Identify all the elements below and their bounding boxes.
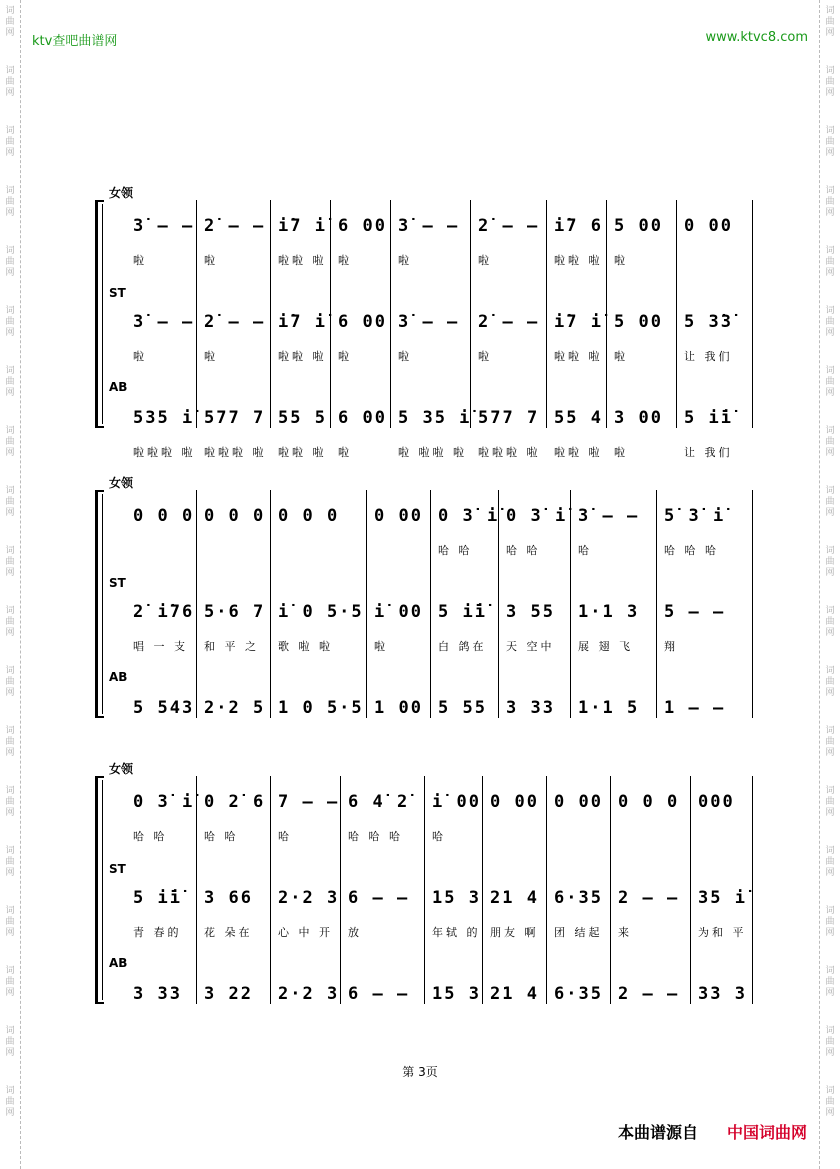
measure-notes: 1 — — — [664, 698, 726, 718]
barline — [366, 490, 367, 718]
watermark-mark: 词 曲 网 — [825, 1086, 835, 1118]
lyric-text: 哈 哈 — [133, 830, 168, 843]
watermark-mark: 词 曲 网 — [5, 666, 15, 698]
lyric-text: 团 结起 — [554, 926, 603, 939]
measure-notes: 3̇ — — — [398, 216, 460, 236]
measure-notes: 2̇ — — — [478, 216, 540, 236]
barline — [690, 776, 691, 1004]
measure-notes: 2·2 3 — [278, 888, 340, 908]
lyric-text: 啦 — [204, 254, 218, 267]
measure-notes: i̇7 i̇ — [278, 216, 327, 236]
watermark-mark: 词 曲 网 — [825, 1026, 835, 1058]
barline — [546, 776, 547, 1004]
barline — [752, 490, 753, 718]
watermark-mark: 词 曲 网 — [5, 426, 15, 458]
measure-notes: 3 33 — [506, 698, 555, 718]
watermark-mark: 词 曲 网 — [825, 906, 835, 938]
measure-notes: 0 00 — [554, 792, 603, 812]
lyric-text: 让 我们 — [684, 350, 733, 363]
page-number: 第 3页 — [402, 1065, 438, 1079]
measure-notes: 3̇ — — — [398, 312, 460, 332]
lyric-text: 心 中 开 — [278, 926, 333, 939]
lyric-text: 啦啦 啦 — [554, 350, 603, 363]
voice-label: 女领 — [109, 186, 134, 200]
watermark-mark: 词 曲 网 — [5, 246, 15, 278]
lyric-text: 啦 — [338, 254, 352, 267]
lyric-text: 啦 — [133, 350, 147, 363]
measure-notes: 21 4 — [490, 888, 539, 908]
watermark-mark: 词 曲 网 — [825, 726, 835, 758]
lyric-text: 啦 — [478, 350, 492, 363]
lyric-text: 年轼 的 — [432, 926, 481, 939]
lyric-text: 啦 — [204, 350, 218, 363]
lyric-text: 朋友 啊 — [490, 926, 539, 939]
lyric-text: 啦 — [338, 350, 352, 363]
measure-notes: 6 4̇ 2̇ — [348, 792, 410, 812]
lyric-text: 翔 — [664, 640, 678, 653]
watermark-mark: 词 曲 网 — [5, 306, 15, 338]
watermark-mark: 词 曲 网 — [825, 966, 835, 998]
lyric-text: 唱 一 支 — [133, 640, 188, 653]
barline — [196, 490, 197, 718]
measure-notes: i̇ 00 — [374, 602, 423, 622]
lyric-text: 啦 — [478, 254, 492, 267]
lyric-text: 放 — [348, 926, 362, 939]
measure-notes: 5̇ 3̇ i̇ — [664, 506, 726, 526]
barline — [270, 490, 271, 718]
measure-notes: 1·1 5 — [578, 698, 640, 718]
voice-label: AB — [109, 380, 128, 394]
watermark-mark: 词 曲 网 — [5, 606, 15, 638]
measure-notes: i̇7 6 — [554, 216, 603, 236]
lyric-text: 白 鸽在 — [438, 640, 487, 653]
watermark-mark: 词 曲 网 — [5, 546, 15, 578]
voice-label: AB — [109, 956, 128, 970]
system-bracket-inner — [102, 204, 103, 424]
watermark-mark: 词 曲 网 — [5, 966, 15, 998]
watermark-mark: 词 曲 网 — [825, 486, 835, 518]
lyric-text: 歌 啦 啦 — [278, 640, 333, 653]
lyric-text: 来 — [618, 926, 632, 939]
measure-notes: 15 3 — [432, 984, 481, 1004]
lyric-text: 啦 — [374, 640, 388, 653]
lyric-text: 啦啦啦 啦 — [133, 446, 196, 459]
measure-notes: i̇7 i̇ — [278, 312, 327, 332]
measure-notes: 15 3 — [432, 888, 481, 908]
measure-notes: 2̇ — — — [204, 216, 266, 236]
measure-notes: 5 35 i̇ — [398, 408, 472, 428]
header-site-name[interactable]: ktv查吧曲谱网 — [32, 34, 118, 49]
measure-notes: 0 0 0 — [204, 506, 266, 526]
lyric-text: 啦 — [133, 254, 147, 267]
lyric-text: 啦 — [614, 350, 628, 363]
barline — [470, 200, 471, 428]
measure-notes: 1 0 5·5 — [278, 698, 364, 718]
header-site-url[interactable]: www.ktvc8.com — [705, 30, 808, 45]
measure-notes: 2·2 5 — [204, 698, 266, 718]
watermark-mark: 词 曲 网 — [5, 846, 15, 878]
barline — [606, 200, 607, 428]
watermark-mark: 词 曲 网 — [5, 486, 15, 518]
barline — [752, 776, 753, 1004]
measure-notes: 3 66 — [204, 888, 253, 908]
lyric-text: 展 翅 飞 — [578, 640, 633, 653]
voice-label: AB — [109, 670, 128, 684]
measure-notes: i̇7 i̇ — [554, 312, 603, 332]
watermark-mark: 词 曲 网 — [5, 726, 15, 758]
voice-label: 女领 — [109, 762, 134, 776]
watermark-mark: 词 曲 网 — [825, 666, 835, 698]
measure-notes: 5 00 — [614, 216, 663, 236]
lyric-text: 哈 — [432, 830, 446, 843]
measure-notes: 3̇ — — — [133, 312, 195, 332]
watermark-mark: 词 曲 网 — [825, 66, 835, 98]
measure-notes: 0 2̇ 6 — [204, 792, 266, 812]
measure-notes: 2̇ — — — [204, 312, 266, 332]
watermark-mark: 词 曲 网 — [825, 366, 835, 398]
lyric-text: 哈 哈 — [438, 544, 473, 557]
barline — [482, 776, 483, 1004]
watermark-mark: 词 曲 网 — [825, 126, 835, 158]
barline — [424, 776, 425, 1004]
watermark-mark: 词 曲 网 — [825, 6, 835, 38]
measure-notes: 5 i̇i̇ — [133, 888, 182, 908]
lyric-text: 啦 — [398, 254, 412, 267]
measure-notes: 3̇ — — — [133, 216, 195, 236]
measure-notes: 5 3̇3̇ — [684, 312, 733, 332]
lyric-text: 让 我们 — [684, 446, 733, 459]
voice-label: 女领 — [109, 476, 134, 490]
measure-notes: 577 7 — [478, 408, 540, 428]
measure-notes: 6 — — — [348, 984, 410, 1004]
lyric-text: 啦 — [338, 446, 352, 459]
lyric-text: 和 平 之 — [204, 640, 259, 653]
barline — [610, 776, 611, 1004]
measure-notes: 0 0 0 — [618, 792, 680, 812]
score-system — [95, 762, 755, 1004]
lyric-text: 哈 哈 — [506, 544, 541, 557]
lyric-text: 哈 哈 — [204, 830, 239, 843]
lyric-text: 啦啦 啦 — [554, 254, 603, 267]
barline — [270, 200, 271, 428]
barline — [676, 200, 677, 428]
score-system — [95, 476, 755, 718]
measure-notes: 5 i̇i̇ — [438, 602, 487, 622]
measure-notes: 0 3̇ i̇ — [133, 792, 195, 812]
measure-notes: 2̇ — — — [478, 312, 540, 332]
watermark-mark: 词 曲 网 — [825, 606, 835, 638]
lyric-text: 哈 — [578, 544, 592, 557]
lyric-text: 为和 平 — [698, 926, 747, 939]
barline — [656, 490, 657, 718]
barline — [270, 776, 271, 1004]
measure-notes: 6 — — — [348, 888, 410, 908]
barline — [430, 490, 431, 718]
lyric-text: 哈 — [278, 830, 292, 843]
watermark-mark: 词 曲 网 — [825, 306, 835, 338]
measure-notes: 3̇ — — — [578, 506, 640, 526]
barline — [196, 200, 197, 428]
footer-source-label: 本曲谱源自 — [617, 1123, 698, 1142]
measure-notes: 577 7 — [204, 408, 266, 428]
watermark-mark: 词 曲 网 — [5, 6, 15, 38]
measure-notes: 0 0 0 — [133, 506, 195, 526]
lyric-text: 花 朵在 — [204, 926, 253, 939]
measure-notes: 35 i̇ — [698, 888, 747, 908]
measure-notes: 33 3 — [698, 984, 747, 1004]
measure-notes: 0 00 — [490, 792, 539, 812]
measure-notes: 0 00 — [684, 216, 733, 236]
watermark-mark: 词 曲 网 — [5, 126, 15, 158]
measure-notes: 2 — — — [618, 888, 680, 908]
watermark-mark: 词 曲 网 — [5, 66, 15, 98]
lyric-text: 啦 — [614, 254, 628, 267]
measure-notes: 3 22 — [204, 984, 253, 1004]
watermark-mark: 词 曲 网 — [5, 1026, 15, 1058]
measure-notes: 7 — — — [278, 792, 340, 812]
barline — [752, 200, 753, 428]
measure-notes: 0 3̇ i̇ — [506, 506, 568, 526]
score-system — [95, 186, 755, 459]
watermark-mark: 词 曲 网 — [825, 246, 835, 278]
watermark-mark: 词 曲 网 — [825, 426, 835, 458]
measure-notes: 6 00 — [338, 408, 387, 428]
measure-notes: 5 00 — [614, 312, 663, 332]
measure-notes: 2·2 3 — [278, 984, 340, 1004]
voice-label: ST — [109, 576, 126, 590]
lyric-text: 啦啦 啦 — [278, 350, 327, 363]
watermark-mark: 词 曲 网 — [825, 546, 835, 578]
measure-notes: i̇ 00 — [432, 792, 481, 812]
voice-label: ST — [109, 286, 126, 300]
measure-notes: 55 5 — [278, 408, 327, 428]
lyric-text: 啦啦啦 啦 — [204, 446, 267, 459]
barline — [390, 200, 391, 428]
measure-notes: 6·35 — [554, 984, 603, 1004]
lyric-text: 啦 啦啦 啦 — [398, 446, 467, 459]
watermark-mark: 词 曲 网 — [825, 186, 835, 218]
system-bracket-inner — [102, 780, 103, 1000]
system-bracket-inner — [102, 494, 103, 714]
barline — [196, 776, 197, 1004]
measure-notes: 5·6 7 — [204, 602, 266, 622]
watermark-mark: 词 曲 网 — [5, 906, 15, 938]
measure-notes: 3 33 — [133, 984, 182, 1004]
measure-notes: 2̇ i̇76 — [133, 602, 195, 622]
measure-notes: 5 543 — [133, 698, 195, 718]
lyric-text: 啦啦 啦 — [278, 254, 327, 267]
watermark-mark: 词 曲 网 — [825, 786, 835, 818]
barline — [570, 490, 571, 718]
measure-notes: 21 4 — [490, 984, 539, 1004]
lyric-text: 哈 哈 哈 — [348, 830, 403, 843]
voice-label: ST — [109, 862, 126, 876]
measure-notes: 6·35 — [554, 888, 603, 908]
measure-notes: 5 55 — [438, 698, 487, 718]
watermark-mark: 词 曲 网 — [5, 786, 15, 818]
lyric-text: 青 春的 — [133, 926, 182, 939]
barline — [546, 200, 547, 428]
measure-notes: 3 00 — [614, 408, 663, 428]
measure-notes: 000 — [698, 792, 735, 812]
lyric-text: 啦啦 啦 — [278, 446, 327, 459]
measure-notes: 0 0 0 — [278, 506, 340, 526]
lyric-text: 啦啦 啦 — [554, 446, 603, 459]
measure-notes: 55 4 — [554, 408, 603, 428]
measure-notes: 2 — — — [618, 984, 680, 1004]
footer-site-name[interactable]: 中国词曲网 — [726, 1123, 807, 1142]
measure-notes: 6 00 — [338, 216, 387, 236]
watermark-mark: 词 曲 网 — [5, 186, 15, 218]
measure-notes: 5 i̇i̇ — [684, 408, 733, 428]
measure-notes: 0 3̇ i̇ — [438, 506, 500, 526]
measure-notes: 1 00 — [374, 698, 423, 718]
lyric-text: 天 空中 — [506, 640, 555, 653]
lyric-text: 啦 — [614, 446, 628, 459]
measure-notes: 1·1 3 — [578, 602, 640, 622]
barline — [340, 776, 341, 1004]
measure-notes: 6 00 — [338, 312, 387, 332]
measure-notes: 535 i̇ — [133, 408, 195, 428]
lyric-text: 哈 哈 哈 — [664, 544, 719, 557]
watermark-mark: 词 曲 网 — [5, 366, 15, 398]
watermark-mark: 词 曲 网 — [5, 1086, 15, 1118]
watermark-mark: 词 曲 网 — [825, 846, 835, 878]
measure-notes: 0 00 — [374, 506, 423, 526]
measure-notes: 5 — — — [664, 602, 726, 622]
barline — [330, 200, 331, 428]
lyric-text: 啦 — [398, 350, 412, 363]
measure-notes: 3 55 — [506, 602, 555, 622]
measure-notes: i̇ 0 5·5 — [278, 602, 364, 622]
lyric-text: 啦啦啦 啦 — [478, 446, 541, 459]
